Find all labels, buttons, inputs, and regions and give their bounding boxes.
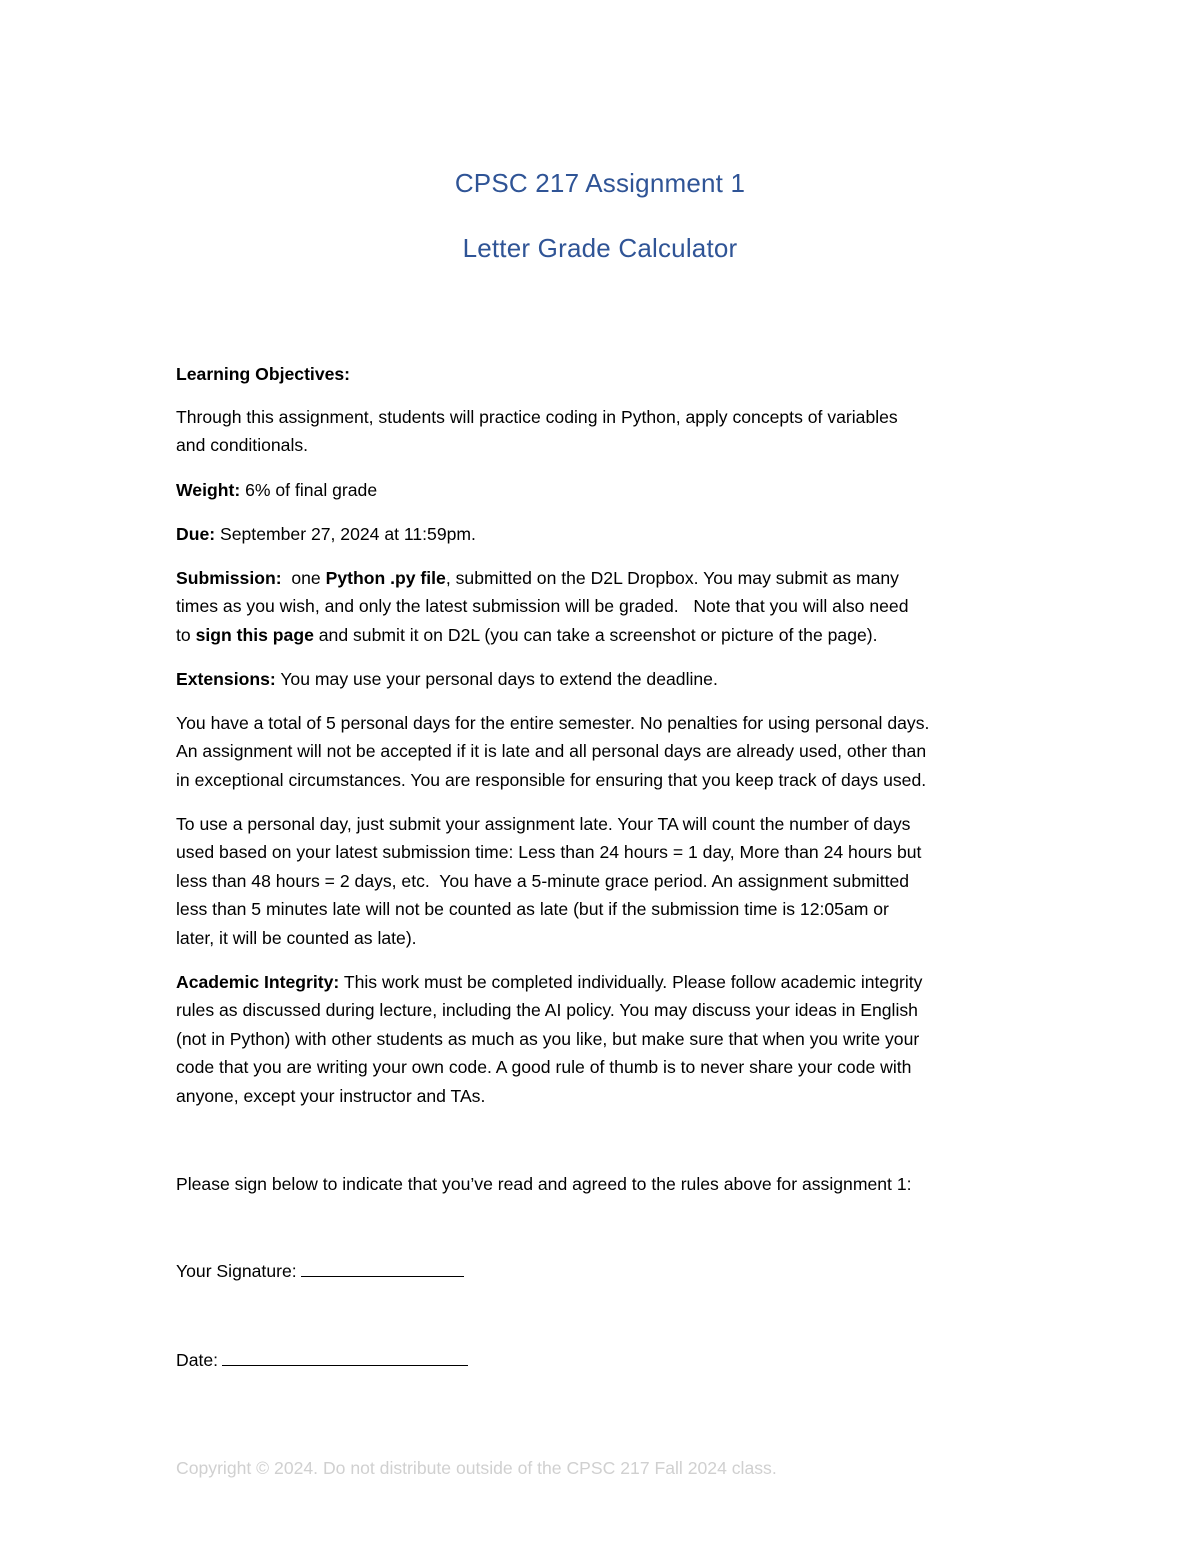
weight-value: 6% of final grade <box>245 480 378 500</box>
objectives-paragraph <box>176 403 1036 460</box>
submission-label: Submission: <box>176 568 282 588</box>
extensions-value: You may use your personal days to extend the deadline. <box>280 669 718 689</box>
submission-text: and submit it on D2L (you can take a screenshot or picture of the page). <box>318 624 878 645</box>
submission-line: times as you wish, and only the latest submission will be graded. Note that you will also need <box>176 596 909 617</box>
weight-paragraph <box>176 476 1036 504</box>
weight-label: Weight: <box>176 480 241 500</box>
use-personal-day-line: To use a personal day, just submit your assignment late. Your TA will count the number of days <box>176 814 911 834</box>
objectives-heading <box>176 360 1036 388</box>
submission-text: , submitted on the D2L Dropbox. You may submit as many <box>445 568 899 588</box>
academic-integrity-text: This work must be completed individually. Please follow academic integrity <box>343 972 923 992</box>
use-personal-day-line: less than 5 minutes late will not be counted as late (but if the submission time is 12:05am or <box>176 899 889 920</box>
extensions-label: Extensions: <box>176 669 276 689</box>
academic-integrity-label: Academic Integrity: <box>176 972 340 992</box>
submission-text: to <box>176 624 191 645</box>
academic-integrity-line: (not in Python) with other students as much as you like, but make sure that when you write your <box>176 1028 920 1049</box>
use-personal-day-line: used based on your latest submission time: Less than 24 hours = 1 day, More than 24 hours but <box>176 842 922 863</box>
academic-integrity-line: anyone, except your instructor and TAs. <box>176 1085 486 1106</box>
personal-days-line: in exceptional circumstances. You are responsible for ensuring that you keep track of days used. <box>176 769 927 790</box>
academic-integrity-line: rules as discussed during lecture, including the AI policy. You may discuss your ideas in English <box>176 1000 918 1021</box>
date-row <box>176 1346 1036 1374</box>
submission-line <box>176 621 1036 649</box>
extensions-paragraph <box>176 665 1036 693</box>
copyright-footer: Copyright © 2024. Do not distribute outside of the CPSC 217 Fall 2024 class. <box>176 1458 777 1478</box>
signature-label: Your Signature: <box>176 1261 297 1281</box>
personal-days-paragraph <box>176 709 1036 794</box>
signature-field[interactable] <box>301 1258 464 1277</box>
date-field[interactable] <box>222 1347 468 1366</box>
academic-integrity-line: code that you are writing your own code. A good rule of thumb is to never share your code with <box>176 1057 912 1078</box>
due-label: Due: <box>176 524 216 544</box>
sign-this-page-emphasis: sign this page <box>195 624 314 645</box>
objectives-line: Through this assignment, students will practice coding in Python, apply concepts of variables <box>176 407 898 427</box>
submission-text: one <box>291 568 321 588</box>
objectives-line: and conditionals. <box>176 435 309 456</box>
objectives-heading-label: Learning Objectives: <box>176 364 351 384</box>
document-title: CPSC 217 Assignment 1 <box>454 168 746 198</box>
due-paragraph <box>176 520 1036 548</box>
use-personal-day-line: less than 48 hours = 2 days, etc. You have a 5-minute grace period. An assignment submitted <box>176 870 910 891</box>
use-personal-day-line: later, it will be counted as late). <box>176 927 417 948</box>
due-value: September 27, 2024 at 11:59pm. <box>220 524 476 544</box>
academic-integrity-line <box>176 968 1036 996</box>
personal-days-line: An assignment will not be accepted if it is late and all personal days are already used, other than <box>176 741 927 762</box>
submission-file-type: Python .py file <box>325 568 446 588</box>
academic-integrity-paragraph <box>176 968 1036 1110</box>
document-subtitle: Letter Grade Calculator <box>462 233 738 263</box>
submission-paragraph <box>176 564 1036 649</box>
submission-line <box>176 564 1036 592</box>
date-label: Date: <box>176 1350 219 1370</box>
personal-days-line: You have a total of 5 personal days for the entire semester. No penalties for using personal days. <box>176 713 930 733</box>
sign-prompt: Please sign below to indicate that you’ve read and agreed to the rules above for assignment 1: <box>176 1174 912 1194</box>
signature-row <box>176 1257 1036 1285</box>
use-personal-day-paragraph <box>176 810 1036 952</box>
